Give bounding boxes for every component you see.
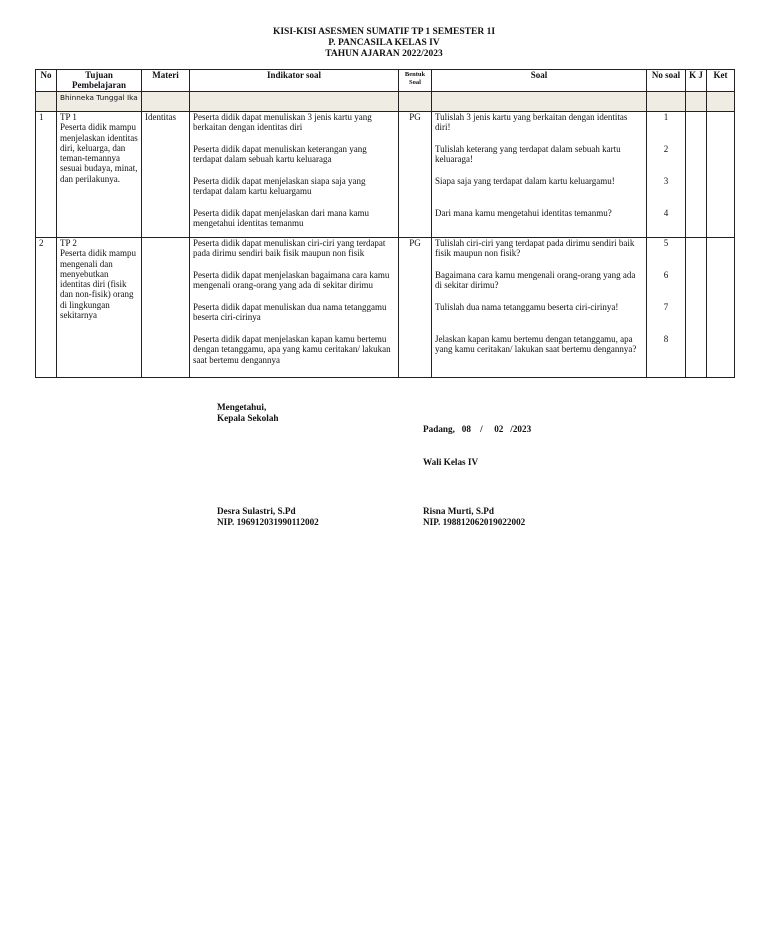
indikator-item: Peserta didik dapat menuliskan dua nama tetanggamu beserta ciri-cirinya — [193, 302, 387, 323]
kisi-kisi-table — [35, 69, 735, 378]
table-row — [36, 112, 735, 238]
left-mengetahui: Mengetahui, — [217, 402, 267, 412]
indikator-item: Peserta didik dapat menjelaskan dari mana kamu mengetahui identitas temanmu — [193, 208, 369, 229]
row-materi — [142, 238, 190, 378]
indikator-item: Peserta didik dapat menuliskan keterangan yang terdapat dalam sebuah kartu keluaraga — [193, 144, 367, 165]
row-no-soal-cell — [647, 112, 686, 238]
no-soal-item: 7 — [663, 302, 669, 312]
title-line-3: TAHUN AJARAN 2022/2023 — [325, 49, 443, 59]
soal-item: Tulislah dua nama tetanggamu beserta ciri-cirinya! — [435, 302, 619, 312]
title-line-2: P. PANCASILA KELAS IV — [328, 38, 440, 48]
no-soal-item: 3 — [663, 176, 669, 186]
row-bentuk: PG — [399, 112, 432, 238]
row-indikator-cell — [190, 238, 399, 378]
col-header-kj: K J — [686, 70, 707, 92]
left-nip: NIP. 196912031990112002 — [217, 517, 319, 527]
table-row — [36, 238, 735, 378]
row-kj — [686, 238, 707, 378]
right-nip: NIP. 198812062019022002 — [423, 517, 526, 527]
table-header-row — [36, 70, 735, 92]
subheader-row — [36, 92, 735, 112]
signature-right-header — [423, 402, 531, 479]
row-bentuk: PG — [399, 238, 432, 378]
col-header-ket: Ket — [707, 70, 735, 92]
soal-item: Tulislah keterang yang terdapat dalam sebuah kartu keluaraga! — [435, 144, 621, 165]
row-ket — [707, 238, 735, 378]
indikator-item: Peserta didik dapat menjelaskan kapan kamu bertemu dengan tetanggamu, apa yang kamu ceritakan/ lakukan saat bertemu dengannya — [193, 334, 391, 365]
subheader-label: Bhinneka Tunggal Ika — [60, 93, 138, 102]
col-header-indikator: Indikator soal — [190, 70, 399, 92]
indikator-item: Peserta didik dapat menjelaskan bagaimana cara kamu mengenali orang-orang yang ada di sekitar dirimu — [193, 270, 390, 291]
row-soal-cell — [432, 238, 647, 378]
no-soal-item: 4 — [663, 208, 669, 218]
soal-item: Siapa saja yang terdapat dalam kartu keluargamu! — [435, 176, 615, 186]
col-header-soal: Soal — [432, 70, 647, 92]
signature-right-name — [423, 506, 525, 528]
signature-left-name — [217, 506, 319, 528]
soal-item: Jelaskan kapan kamu bertemu dengan tetanggamu, apa yang kamu ceritakan/ lakukan saat bertemu dengannya? — [435, 334, 637, 355]
col-header-no: No — [36, 70, 57, 92]
no-soal-item: 8 — [663, 334, 669, 344]
row-no: 1 — [36, 112, 57, 238]
no-soal-item: 1 — [663, 112, 669, 122]
col-header-tujuan: Tujuan Pembelajaran — [57, 70, 142, 92]
signature-left-header — [217, 402, 279, 424]
left-role: Kepala Sekolah — [217, 413, 279, 423]
soal-item: Tulislah ciri-ciri yang terdapat pada dirimu sendiri baik fisik maupun non fisik? — [435, 238, 635, 259]
no-soal-item: 2 — [663, 144, 669, 154]
col-header-materi: Materi — [142, 70, 190, 92]
right-role: Wali Kelas IV — [423, 457, 479, 467]
indikator-item: Peserta didik dapat menjelaskan siapa saja yang terdapat dalam kartu keluargamu — [193, 176, 366, 197]
col-header-bentuk: Bentuk Soal — [399, 70, 432, 92]
soal-item: Tulislah 3 jenis kartu yang berkaitan dengan identitas diri! — [435, 112, 628, 133]
right-date: Padang, 08 / 02 /2023 — [423, 424, 532, 434]
row-no-soal-cell — [647, 238, 686, 378]
row-indikator-cell — [190, 112, 399, 238]
row-materi: Identitas — [142, 112, 190, 238]
soal-item: Dari mana kamu mengetahui identitas temanmu? — [435, 208, 612, 218]
indikator-item: Peserta didik dapat menuliskan ciri-ciri yang terdapat pada dirimu sendiri baik fisik maupun non fisik — [193, 238, 386, 259]
document-title — [0, 27, 768, 60]
col-header-no-soal: No soal — [647, 70, 686, 92]
row-no: 2 — [36, 238, 57, 378]
no-soal-item: 5 — [663, 238, 669, 248]
row-ket — [707, 112, 735, 238]
indikator-item: Peserta didik dapat menuliskan 3 jenis kartu yang berkaitan dengan identitas diri — [193, 112, 372, 133]
right-name: Risna Murti, S.Pd — [423, 506, 494, 516]
row-kj — [686, 112, 707, 238]
row-tujuan: TP 1 Peserta didik mampu menjelaskan identitas diri, keluarga, dan teman-temannya sesuai budaya, minat, dan perilakunya. — [57, 112, 142, 238]
title-line-1: KISI-KISI ASESMEN SUMATIF TP 1 SEMESTER 1I — [272, 27, 496, 37]
no-soal-item: 6 — [663, 270, 669, 280]
row-tujuan: TP 2 Peserta didik mampu mengenali dan menyebutkan identitas diri (fisik dan non-fisik) orang di lingkungan sekitarnya — [57, 238, 142, 378]
soal-item: Bagaimana cara kamu mengenali orang-orang yang ada di sekitar dirimu? — [435, 270, 636, 291]
row-soal-cell — [432, 112, 647, 238]
left-name: Desra Sulastri, S.Pd — [217, 506, 296, 516]
